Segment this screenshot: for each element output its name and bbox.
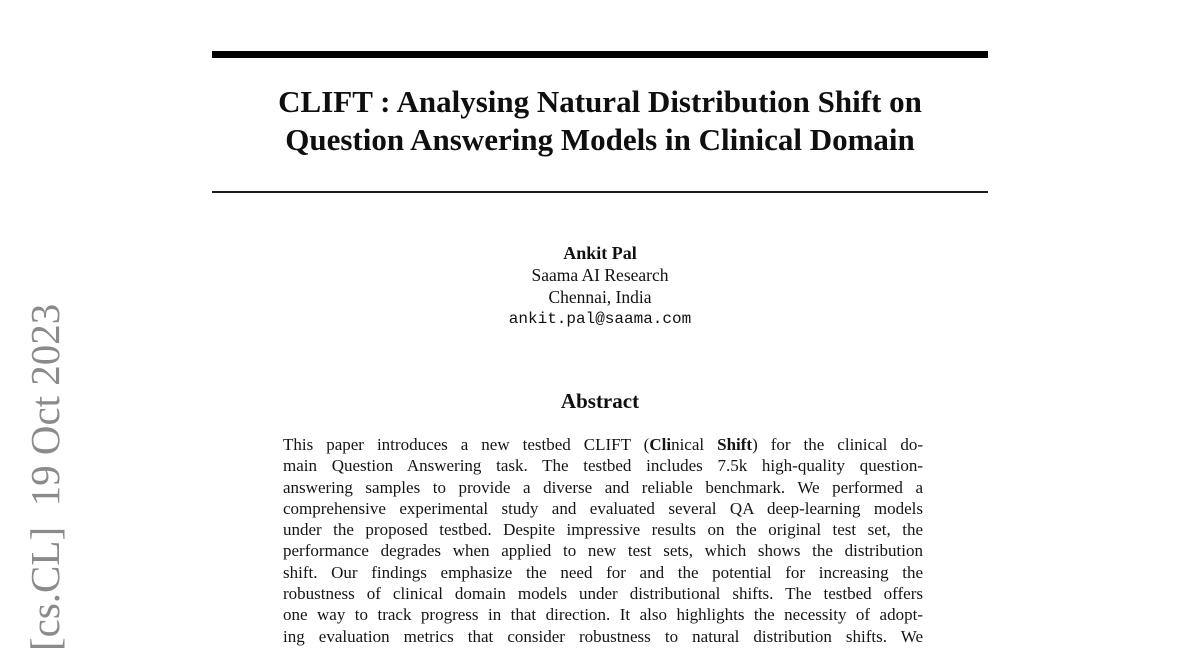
abstract-line: under the proposed testbed. Despite impressive results on the original test set, the: [283, 520, 923, 540]
abstract-text: [283, 434, 923, 647]
abstract-line: robustness of clinical domain models under distributional shifts. The testbed offers: [283, 584, 923, 604]
paper-title: [212, 83, 988, 159]
abstract-line: shift. Our findings emphasize the need for and the potential for increasing the: [283, 562, 923, 582]
arxiv-sidebar-stamp: [cs.CL] 19 Oct 2023: [22, 303, 68, 651]
abstract-line: answering samples to provide a diverse and reliable benchmark. We performed a: [283, 477, 923, 497]
author-name: Ankit Pal: [563, 243, 637, 263]
abstract-line: one way to track progress in that direction. It also highlights the necessity of adopt-: [283, 605, 923, 625]
abstract-heading: Abstract: [560, 389, 640, 413]
author-block: [212, 242, 988, 331]
paper-title-line2: Question Answering Models in Clinical Domain: [285, 122, 915, 157]
author-affiliation: Saama AI Research: [531, 265, 669, 285]
paper-title-line1: CLIFT : Analysing Natural Distribution Shift on: [278, 84, 922, 119]
abstract-line: ing evaluation metrics that consider robustness to natural distribution shifts. We: [283, 626, 923, 646]
abstract-line: main Question Answering task. The testbed includes 7.5k high-quality question-: [283, 456, 923, 476]
abstract-line: comprehensive experimental study and evaluated several QA deep-learning models: [283, 498, 923, 518]
author-location: Chennai, India: [548, 287, 652, 307]
author-email: ankit.pal@saama.com: [508, 310, 692, 328]
abstract-line: performance degrades when applied to new test sets, which shows the distribution: [283, 541, 923, 561]
title-rule-bottom: [212, 191, 988, 193]
title-rule-top: [212, 51, 988, 58]
abstract-line: This paper introduces a new testbed CLIFT (Clinical Shift) for the clinical do-: [283, 435, 923, 454]
